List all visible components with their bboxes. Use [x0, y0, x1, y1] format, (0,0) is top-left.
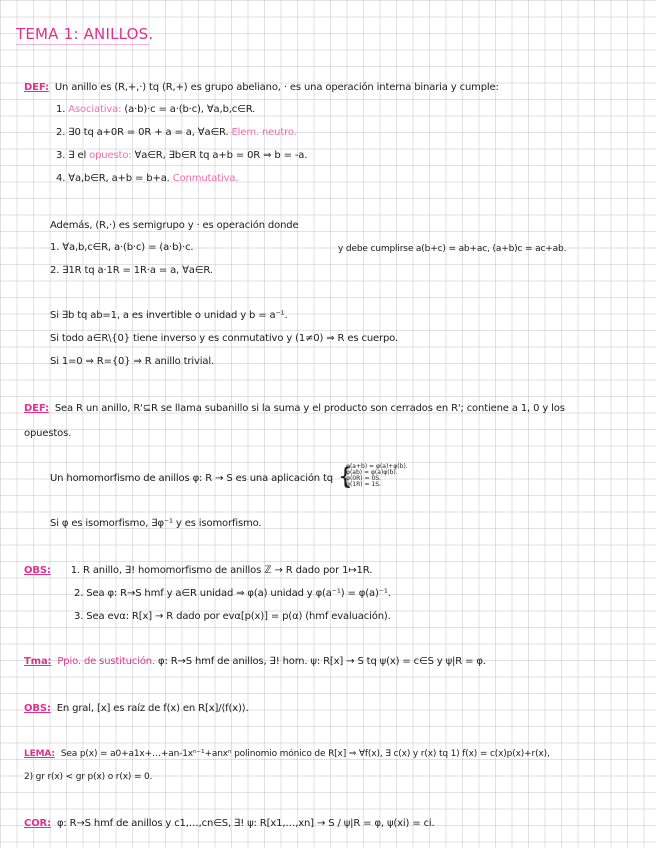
homo-condition-3: φ(0R) = 0S.	[346, 475, 382, 482]
lema-text-1: Sea p(x) = a0+a1x+…+an-1xⁿ⁻¹+anxⁿ polinomio mónico de R[x] ⇒ ∀f(x), ∃ c(x) y r(x) tq 1) f(x) = c(x)p(x)+r(x),	[60, 749, 550, 759]
def2-subanillo: Sea R un anillo, R'⊆R se llama subanillo si la suma y el producto son cerrados en R'; contiene a 1, 0 y los	[54, 403, 565, 414]
def1-item-4-text: 4. ∀a,b∈R, a+b = b+a.	[56, 173, 173, 184]
def1-item-1-prefix: 1.	[56, 104, 69, 115]
def1-semigroup-2: 2. ∃1R tq a·1R = 1R·a = a, ∀a∈R.	[50, 265, 213, 276]
def1-item-4	[56, 173, 238, 185]
homomorphism-conditions	[346, 464, 408, 488]
brace-symbol: {	[338, 464, 353, 490]
def1-item-1-text: (a·b)·c = a·(b·c), ∀a,b,c∈R.	[121, 104, 256, 115]
cor-label: COR:	[24, 818, 51, 829]
def1-item-1	[56, 104, 255, 116]
page-title: TEMA 1: ANILLOS.	[16, 25, 154, 43]
def1-item-2-text: 2. ∃0 tq a+0R = 0R + a = a, ∀a∈R.	[56, 127, 232, 138]
obs1-item-3: 3. Sea evα: R[x] → R dado por evα[p(x)] = p(α) (hmf evaluación).	[74, 611, 391, 622]
obs1-item-1: 1. R anillo, ∃! homomorfismo de anillos ℤ → R dado por 1↦1R.	[70, 565, 373, 576]
homo-condition-1: φ(a+b) = φ(a)+φ(b).	[346, 463, 408, 470]
teorema-label: Tma:	[24, 656, 52, 667]
def1-cuerpo: Si todo a∈R\{0} tiene inverso y es conmutativo y (1≠0) ⇒ R es cuerpo.	[50, 333, 398, 344]
teorema-line	[24, 656, 486, 668]
def1-trivial: Si 1=0 ⇒ R={0} ⇒ R anillo trivial.	[50, 356, 215, 367]
def1-distributive: y debe cumplirse a(b+c) = ab+ac, (a+b)c = ac+ab.	[338, 244, 567, 254]
cor-text: φ: R→S hmf de anillos y c1,…,cn∈S, ∃! ψ: R[x1,…,xn] → S / ψ|R = φ, ψ(xi) = ci.	[56, 818, 435, 829]
homo-condition-4: φ(1R) = 1S.	[346, 481, 382, 488]
lema-line-1	[24, 749, 550, 759]
def1-item-2	[56, 127, 297, 139]
obs2-label: OBS:	[24, 703, 51, 714]
obs2-line	[24, 703, 249, 715]
def2-isomorfismo: Si φ es isomorfismo, ∃φ⁻¹ y es isomorfismo.	[50, 518, 262, 529]
def1-intro-line	[24, 82, 499, 94]
def1-invertible: Si ∃b tq ab=1, a es invertible o unidad y b = a⁻¹.	[50, 310, 288, 321]
def1-item-3	[56, 150, 307, 162]
def1-label: DEF:	[24, 82, 49, 93]
def1-item-1-term: Asociativa:	[68, 104, 122, 115]
teorema-term: Ppio. de sustitución.	[57, 656, 156, 667]
cor-line	[24, 818, 435, 830]
lema-line-2: 2) gr r(x) < gr p(x) o r(x) = 0.	[24, 772, 153, 782]
def1-item-3-prefix: 3. ∃ el	[56, 150, 90, 161]
def2-line-1	[24, 403, 565, 415]
obs1-label: OBS:	[24, 565, 51, 576]
def2-line-2: opuestos.	[24, 428, 72, 439]
homo-condition-2: φ(ab) = φ(a)φ(b).	[346, 469, 398, 476]
def1-item-4-term: Conmutativa.	[172, 173, 239, 184]
def1-item-3-text: ∀a∈R, ∃b∈R tq a+b = 0R ⇒ b = -a.	[131, 150, 308, 161]
obs1-item-2: 2. Sea φ: R→S hmf y a∈R unidad ⇒ φ(a) unidad y φ(a⁻¹) = φ(a)⁻¹.	[74, 588, 391, 599]
teorema-text: φ: R→S hmf de anillos, ∃! hom. ψ: R[x] → S tq ψ(x) = c∈S y ψ|R = φ.	[155, 656, 486, 667]
def2-label: DEF:	[24, 403, 49, 414]
def1-semigroup-1: 1. ∀a,b,c∈R, a·(b·c) = (a·b)·c.	[50, 242, 194, 253]
def1-item-3-term: opuesto:	[89, 150, 132, 161]
obs1-line-1	[24, 565, 372, 577]
def1-intro: Un anillo es (R,+,·) tq (R,+) es grupo abeliano, · es una operación interna binaria y cumple:	[54, 82, 499, 93]
def1-item-2-term: Elem. neutro.	[231, 127, 297, 138]
def2-homomorfismo: Un homomorfismo de anillos φ: R → S es una aplicación tq	[50, 473, 333, 484]
lema-label: LEMA:	[24, 749, 55, 759]
obs2-text: En gral, [x] es raíz de f(x) en R[x]/⟨f(x)⟩.	[56, 703, 249, 714]
def1-ademas: Además, (R,·) es semigrupo y · es operación donde	[50, 220, 299, 231]
